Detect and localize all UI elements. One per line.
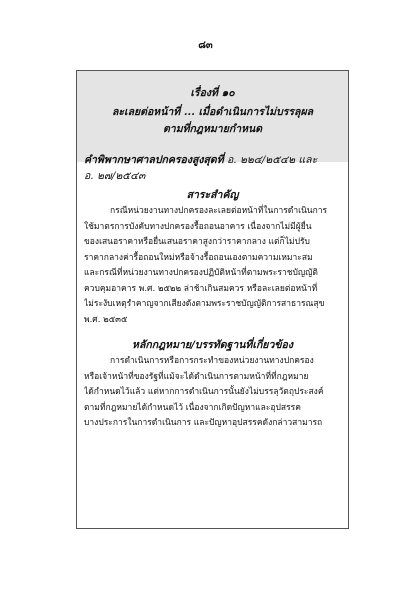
- principles-line: การดำเนินการหรือการกระทำของหน่วยงานทางปกครอง: [110, 356, 314, 366]
- summary-line: ไม่ระงับเหตุรำคาญจากเสียงดังตามพระราชบัญญัติการสาธารณสุข: [84, 299, 325, 309]
- principles-line: ตามที่กฎหมายได้กำหนดไว้ เนื่องจากเกิดปัญหาและอุปสรรค: [84, 402, 301, 413]
- content-box: [76, 70, 349, 529]
- summary-line: และกรณีที่หน่วยงานทางปกครองปฏิบัติหน้าที่ตามพระราชบัญญัติ: [84, 268, 318, 278]
- judgment-number: อ. ๒๒๔/๒๕๔๒ และ: [223, 154, 318, 166]
- judgment-reference: [84, 152, 341, 184]
- title-sub: ตามที่กฎหมายกำหนด: [162, 123, 263, 135]
- principles-heading: หลักกฎหมาย/บรรทัดฐานที่เกี่ยวข้อง: [132, 339, 293, 351]
- box-content: [84, 85, 341, 524]
- title-topic-number: เรื่องที่ ๑๐: [190, 87, 235, 99]
- title-main: ละเลยต่อหน้าที่ ... เมื่อดำเนินการไม่บรรลุผล: [111, 106, 314, 118]
- summary-line: กรณีหน่วยงานทางปกครองละเลยต่อหน้าที่ในการดำเนินการ: [110, 206, 328, 216]
- summary-line: ของเสนอราคาหรือยื่นเสนอราคาสูงกว่าราคากลาง แต่ก็ไม่ปรับ: [84, 237, 310, 247]
- judgment-lead: คำพิพากษาศาลปกครองสูงสุดที่: [84, 154, 224, 166]
- summary-line: พ.ศ. ๒๕๓๕: [84, 314, 128, 325]
- principles-line: บางประการในการดำเนินการ และปัญหาอุปสรรคดังกล่าวสามารถ: [84, 418, 323, 428]
- summary-line: ควบคุมอาคาร พ.ศ. ๒๕๒๒ ล่าช้าเกินสมควร หรือละเลยต่อหน้าที่: [84, 283, 318, 294]
- principles-line: ได้กำหนดไว้แล้ว แต่หากการดำเนินการนั้นยังไม่บรรลุวัตถุประสงค์: [84, 387, 324, 397]
- page-number: ๘๓: [198, 40, 213, 51]
- judgment-number-2: อ. ๒๗/๒๕๔๓: [84, 170, 146, 182]
- summary-line: ราคากลางค่ารื้อถอนใหม่หรือจ้างรื้อถอนเองตามความเหมาะสม: [84, 252, 313, 263]
- summary-heading: สาระสำคัญ: [186, 189, 239, 201]
- principles-line: หรือเจ้าหน้าที่ของรัฐที่แม้จะได้ดำเนินการตามหน้าที่ที่กฎหมาย: [84, 371, 309, 382]
- summary-line: ใช้มาตรการบังคับทางปกครองรื้อถอนอาคาร เนื่องจากไม่มีผู้ยื่น: [84, 221, 312, 232]
